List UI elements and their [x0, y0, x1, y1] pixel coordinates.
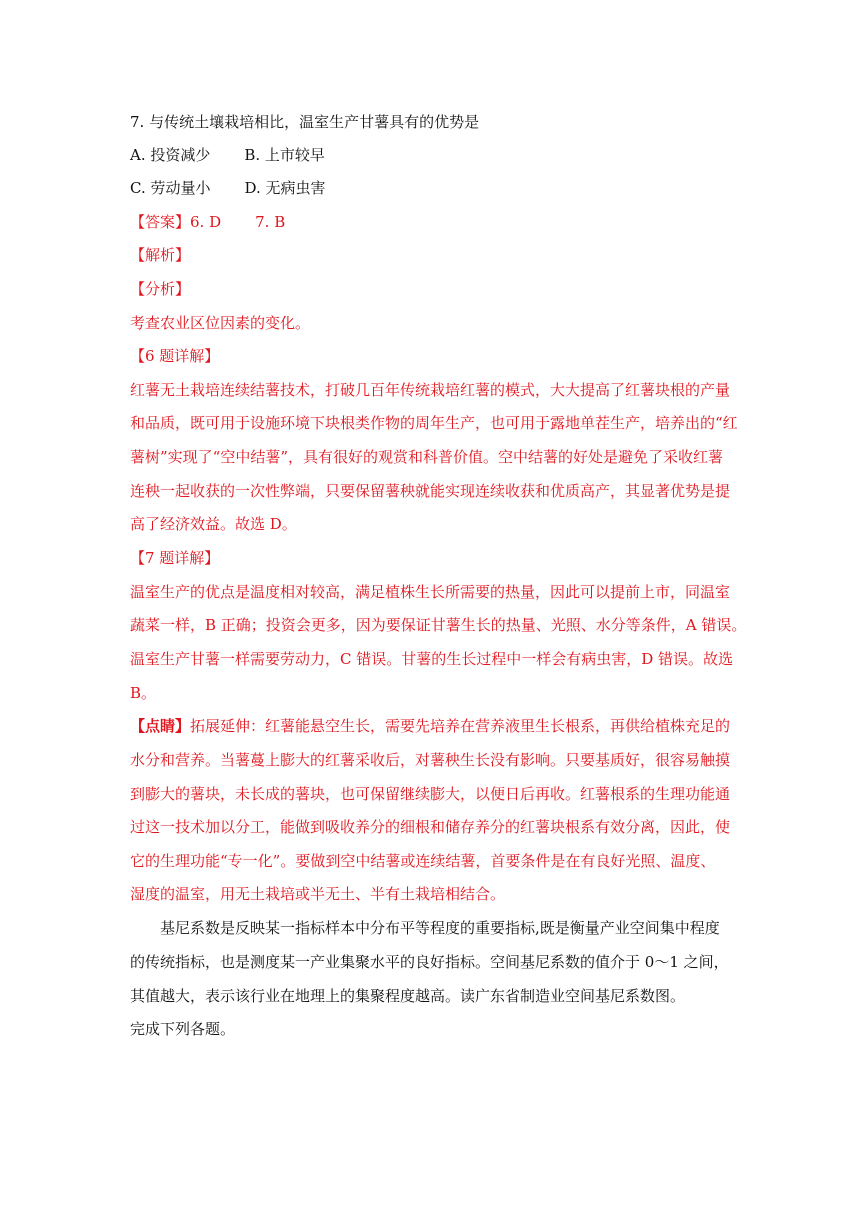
gini-instruction: 完成下列各题。 [130, 1020, 236, 1038]
detail6-line: 高了经济效益。故选 D。 [130, 515, 297, 533]
detail7-line: 温室生产甘薯一样需要劳动力，C 错误。甘薯的生长过程中一样会有病虫害，D 错误。故选 [130, 650, 734, 668]
dianjing-heading: 【点睛】 [130, 717, 191, 735]
answer-line [130, 212, 730, 232]
option-c[interactable]: C. 劳动量小 [130, 179, 211, 197]
dianjing-line: 水分和营养。当薯蔓上膨大的红薯采收后，对薯秧生长没有影响。只要基质好，很容易触摸 [130, 751, 731, 769]
detail7-line: 蔬菜一样，B 正确；投资会更多，因为要保证甘薯生长的热量、光照、水分等条件，A 错误。 [130, 616, 747, 634]
question-7-stem: 7. 与传统土壤栽培相比，温室生产甘薯具有的优势是 [130, 113, 480, 131]
detail7-line: 温室生产的优点是温度相对较高，满足植株生长所需要的热量，因此可以提前上市，同温室 [130, 583, 731, 601]
detail6-line: 红薯无土栽培连续结薯技术，打破几百年传统栽培红薯的模式，大大提高了红薯块根的产量 [130, 381, 731, 399]
answer-7: 7. B [255, 213, 286, 231]
gini-paragraph-line: 的传统指标，也是测度某一产业集聚水平的良好指标。空间基尼系数的值介于 0～1 之间， [130, 953, 729, 971]
detail6-line: 和品质，既可用于设施环境下块根类作物的周年生产，也可用于露地单茬生产，培养出的“红 [130, 414, 738, 432]
option-a[interactable]: A. 投资减少 [130, 146, 211, 164]
dianjing-line: 拓展延伸：红薯能悬空生长，需要先培养在营养液里生长根系，再供给植株充足的 [190, 717, 731, 735]
detail7-heading: 【7 题详解】 [130, 549, 220, 567]
options-row-1 [130, 145, 730, 165]
detail6-heading: 【6 题详解】 [130, 347, 220, 365]
dianjing-line: 湿度的温室，用无土栽培或半无土、半有土栽培相结合。 [130, 885, 506, 903]
option-d[interactable]: D. 无病虫害 [244, 179, 326, 197]
detail7-line: B。 [130, 684, 157, 702]
fenxi-text: 考查农业区位因素的变化。 [130, 314, 311, 332]
gini-paragraph-line: 其值越大，表示该行业在地理上的集聚程度越高。读广东省制造业空间基尼系数图。 [130, 987, 686, 1005]
detail6-line: 薯树”实现了“空中结薯”，具有很好的观赏和科普价值。空中结薯的好处是避免了采收红薯 [130, 448, 724, 466]
answer-heading: 【答案】 [130, 213, 191, 231]
dianjing-line-1 [130, 716, 730, 736]
answer-6: 6. D [190, 213, 222, 231]
dianjing-line: 它的生理功能“专一化”。要做到空中结薯或连续结薯，首要条件是在有良好光照、温度、 [130, 852, 716, 870]
detail6-line: 连秧一起收获的一次性弊端，只要保留薯秧就能实现连续收获和优质高产，其显著优势是提 [130, 482, 731, 500]
dianjing-line: 到膨大的薯块，未长成的薯块，也可保留继续膨大，以便日后再收。红薯根系的生理功能通 [130, 785, 731, 803]
fenxi-heading: 【分析】 [130, 280, 191, 298]
gini-paragraph-line: 基尼系数是反映某一指标样本中分布平等程度的重要指标,既是衡量产业空间集中程度 [160, 919, 720, 937]
options-row-2 [130, 178, 730, 198]
option-b[interactable]: B. 上市较早 [244, 146, 325, 164]
dianjing-line: 过这一技术加以分工，能做到吸收养分的细根和储存养分的红薯块根系有效分离，因此，使 [130, 818, 731, 836]
analysis-heading: 【解析】 [130, 246, 191, 264]
